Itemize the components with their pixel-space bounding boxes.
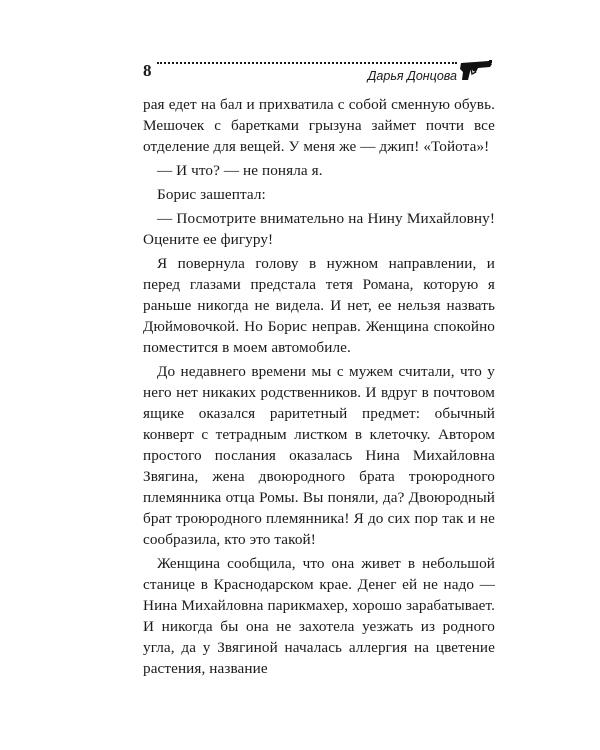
dotted-rule [157,62,457,64]
paragraph-7: Женщина сообщила, что она живет в небольшой станице в Краснодарском крае. Денег ей не надо — Нина Михайловна парикмахер, хорошо зарабатывает. И никогда бы она не захотела уезжать из родного угла, да у Звягиной началась аллергия на цветение растения, название [143,555,495,677]
page-number: 8 [143,61,152,80]
paragraph-5: Я повернула голову в нужном направлении, и перед глазами предстала тетя Романа, которую я раньше никогда не видела. И нет, ее нельзя назвать Дюймовочкой. Но Борис неправ. Женщина спокойно поместится в моем автомобиле. [143,255,495,356]
paragraph-2: — И что? — не поняла я. [157,162,323,179]
paragraph-1: рая едет на бал и прихватила с собой сменную обувь. Мешочек с баретками грызуна займет почти все отделение для вещей. У меня же — джип! «Тойота»! [143,96,495,155]
paragraph-4: — Посмотрите внимательно на Нину Михайловну! Оцените ее фигуру! [143,210,495,248]
pistol-icon [459,58,495,84]
author-name: Дарья Донцова [367,69,457,83]
body-text [143,94,495,679]
running-header [143,58,495,88]
paragraph-3: Борис зашептал: [157,186,266,203]
paragraph-6: До недавнего времени мы с мужем считали, что у него нет никаких родственников. И вдруг в почтовом ящике оказался раритетный предмет: обычный конверт с тетрадным листком в клеточку. Автором простого послания оказалась Нина Михайловна Звягина, жена двоюродного брата троюродного племянника отца Ромы. Вы поняли, да? Двоюродный брат троюродного племянника! Я до сих пор так и не сообразила, кто это такой! [143,363,495,548]
